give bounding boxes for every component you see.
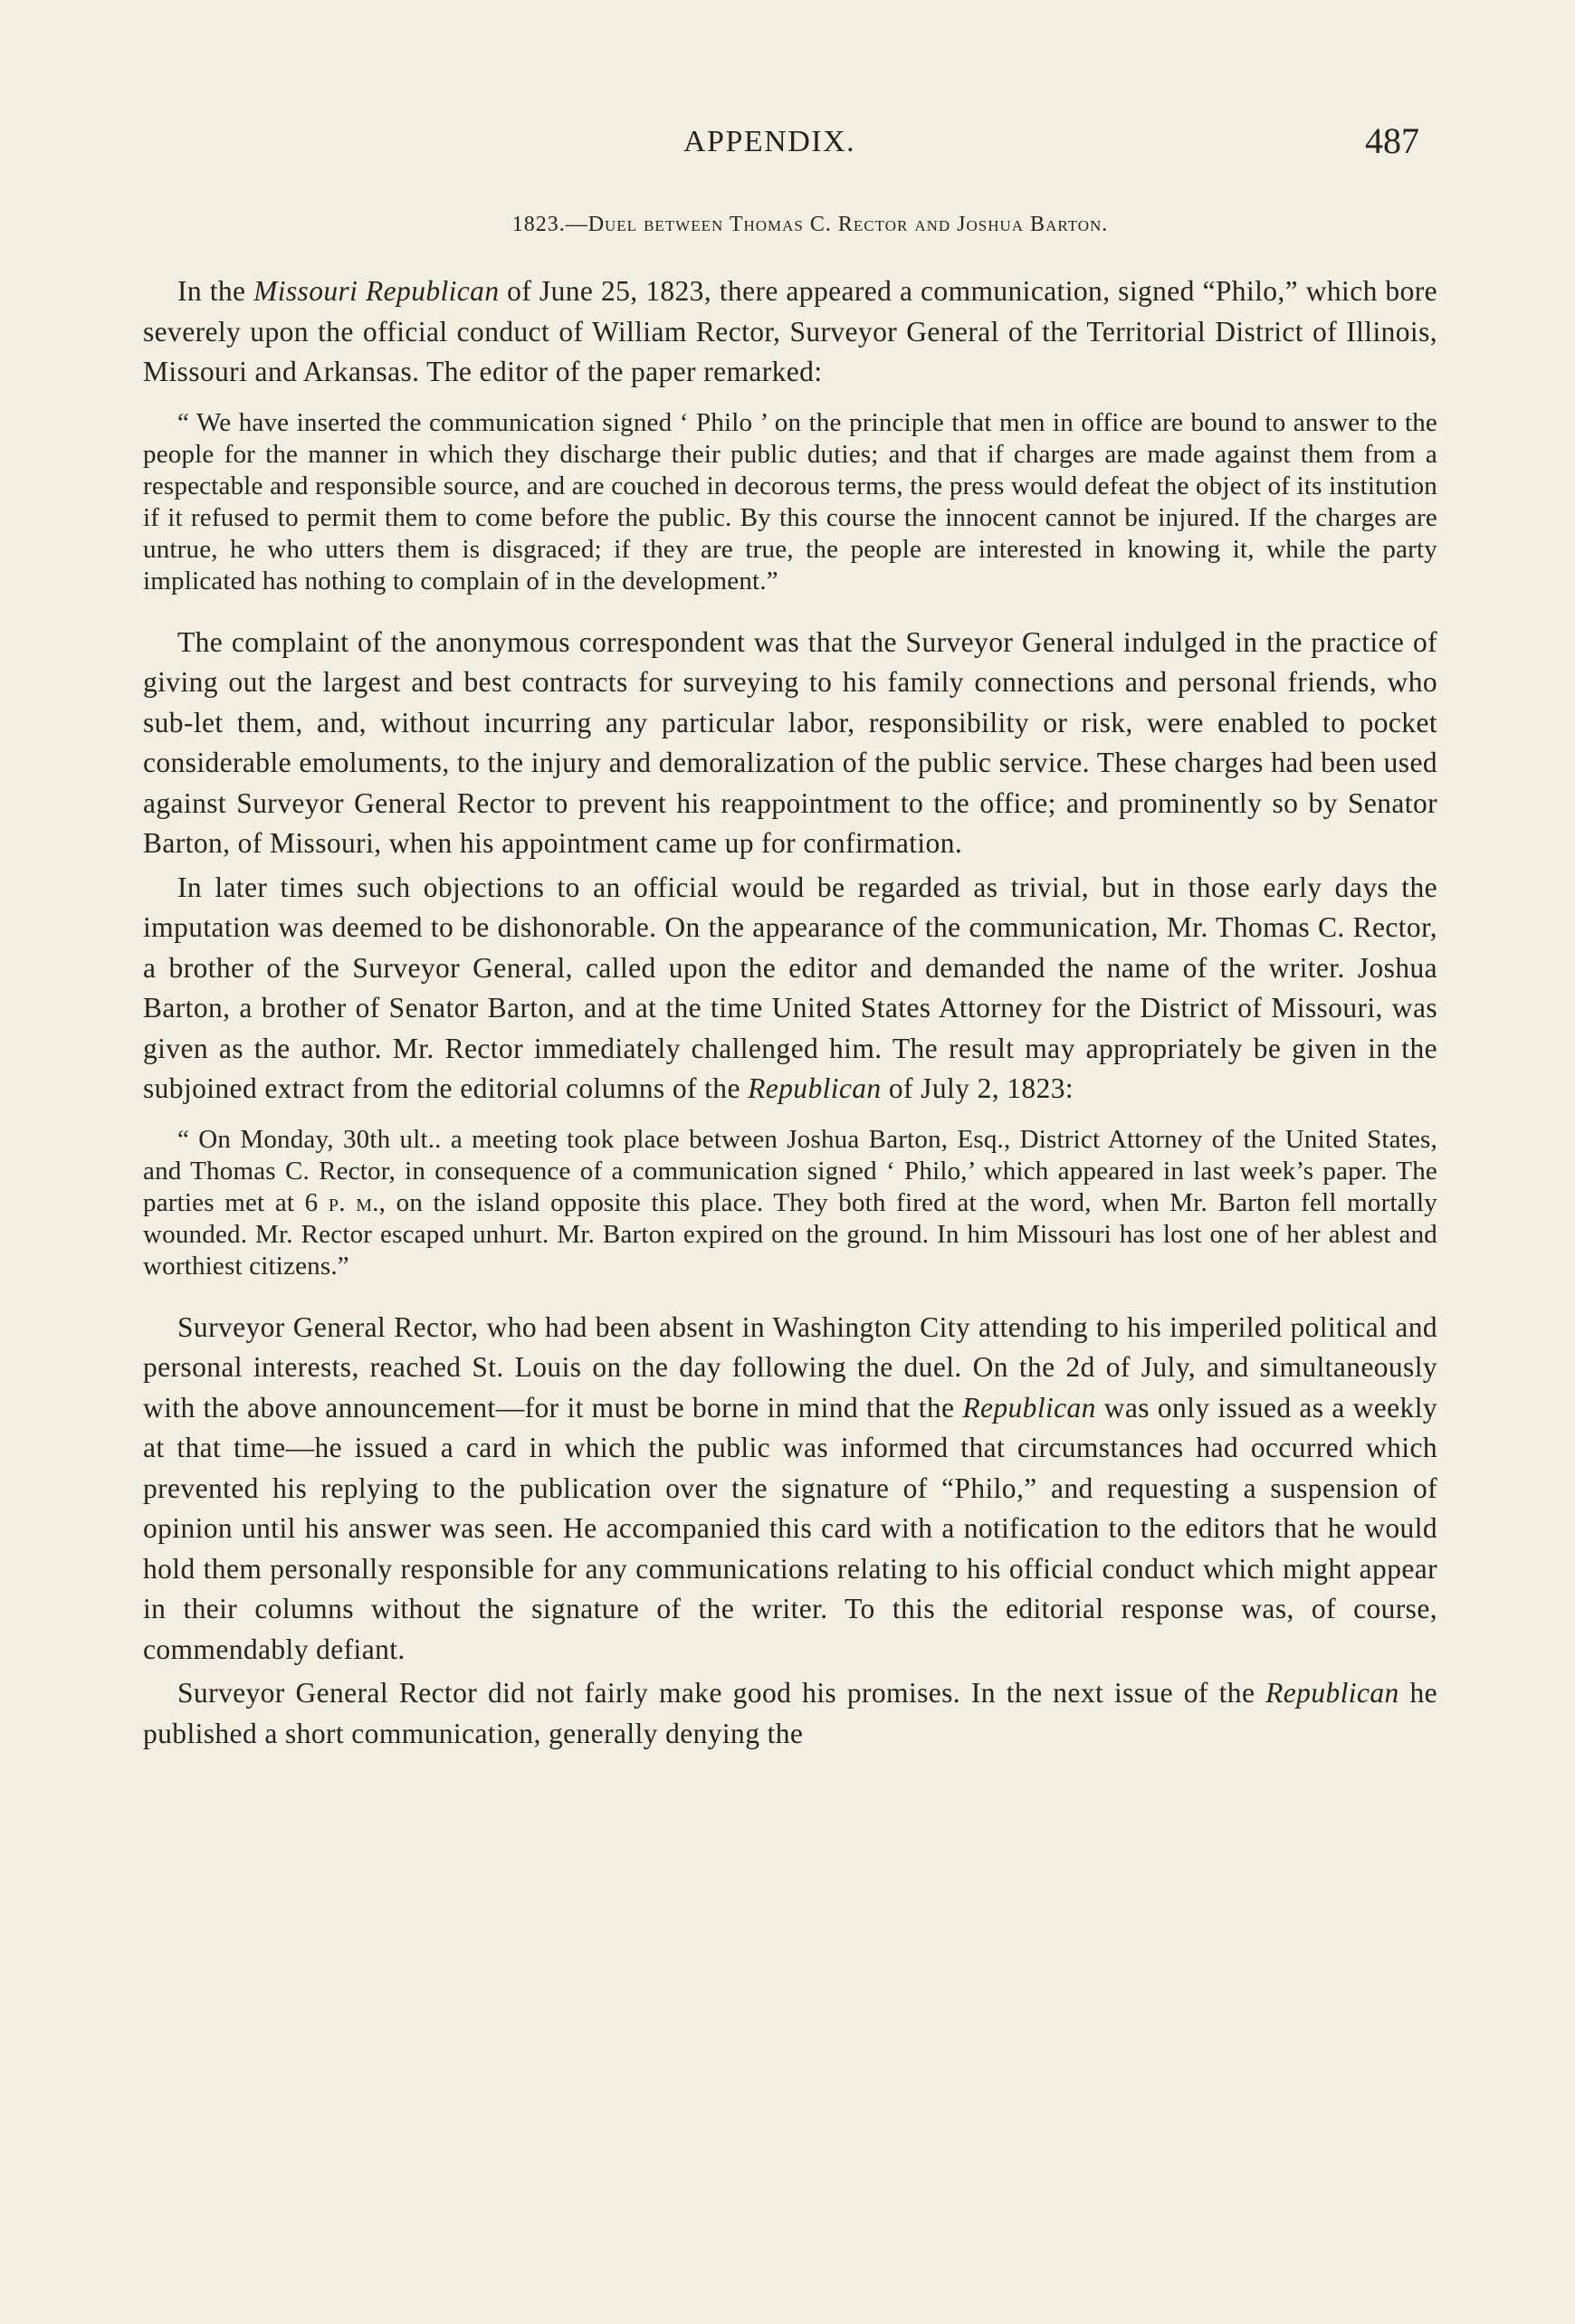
section-heading <box>0 213 1575 237</box>
running-head <box>0 120 1575 179</box>
page-number: 487 <box>1365 120 1419 161</box>
paragraph-intro-rest: of June 25, 1823, there appeared a communication, signed “Philo,” which bore severely upon the official conduct of William Rector, Surveyor General of the Territorial District of Illinois, Missouri and Arkansas. The editor of the paper remarked: <box>143 275 1437 387</box>
paragraph-intro-start: In the <box>177 275 254 307</box>
paragraph-surveyor-start: Surveyor General Rector, who had been absent in Washington City attending to his imperiled political and personal interests, reached St. Louis on the day following the duel. On the 2d of July, and simultaneously with the above announcement—for it must be borne in mind that the <box>143 1310 1437 1424</box>
newspaper-title: Missouri Republican <box>253 275 500 307</box>
editorial-quote: “ We have inserted the communication signed ‘ Philo ’ on the principle that men in office are bound to answer to the people for the manner in which they discharge their public duties; and that if charges are made against them from a respectable and responsible source, and are couched in decorous terms, the press would defeat the object of its institution if it refused to permit them to come before the public. By this course the innocent cannot be injured. If the charges are untrue, he who utters them is disgraced; if they are true, the people are interested in knowing it, while the party implicated has nothing to complain of in the development.” <box>143 407 1437 595</box>
paragraph-surveyor-return <box>143 1308 1437 1671</box>
paragraph-promises-end: he published a short communication, generally denying the <box>143 1677 1437 1749</box>
paragraph-intro <box>143 271 1437 393</box>
paragraph-promises <box>143 1673 1437 1754</box>
paragraph-complaint: The complaint of the anonymous correspondent was that the Surveyor General indulged in the practice of giving out the largest and best contracts for surveying to his family connections and personal friends, who sub-let them, and, without incurring any particular labor, responsibility or risk, were enabled to pocket considerable emoluments, to the injury and demoralization of the public service. These charges had been used against Surveyor General Rector to prevent his reappointment to the office; and prominently so by Senator Barton, of Missouri, when his appointment came up for confirmation. <box>143 625 1437 859</box>
newspaper-title: Republican <box>748 1072 882 1104</box>
paragraph-surveyor-rest: was only issued as a weekly at that time—he issued a card in which the public was informed that circumstances had occurred which prevented his replying to the publication over the signature of “Philo,” and requesting a suspension of opinion until his answer was seen. He accompanied this card with a notification to the editors that he would hold them personally responsible for any communications relating to his official conduct which might appear in their columns without the signature of the writer. To this the editorial response was, of course, commendably defiant. <box>143 1391 1438 1665</box>
time-abbreviation: p. m. <box>328 1187 379 1217</box>
paragraph-challenge <box>143 868 1437 1110</box>
running-head-title: APPENDIX. <box>683 125 856 158</box>
newspaper-title: Republican <box>962 1391 1096 1424</box>
paragraph-challenge-start: In later times such objections to an official would be regarded as trivial, but in those early days the imputation was deemed to be dishonorable. On the appearance of the communication, Mr. Thomas C. Rector, a brother of the Surveyor General, called upon the editor and demanded the name of the writer. Joshua Barton, a brother of Senator Barton, and at the time United States Attorney for the District of Missouri, was given as the author. Mr. Rector immediately challenged him. The result may appropriately be given in the subjoined extract from the editorial columns of the <box>143 871 1437 1104</box>
paragraph-promises-start: Surveyor General Rector did not fairly make good his promises. In the next issue of the <box>177 1677 1266 1709</box>
body-text <box>143 271 1437 1754</box>
duel-report-start: “ On Monday, 30th ult.. a meeting took place between Joshua Barton, Esq., District Attorney of the United States, and Thomas C. Rector, in consequence of a communication signed ‘ Philo,’ which appeared in last week’s paper. The parties met at 6 <box>143 1124 1437 1217</box>
newspaper-title: Republican <box>1265 1677 1399 1709</box>
section-heading-text: 1823.—Duel between Thomas C. Rector and Joshua Barton. <box>511 213 1109 236</box>
duel-report-rest: , on the island opposite this place. They both fired at the word, when Mr. Barton fell mortally wounded. Mr. Rector escaped unhurt. Mr. Barton expired on the ground. In him Missouri has lost one of her ablest and worthiest citizens.” <box>143 1187 1437 1281</box>
paragraph-challenge-end: of July 2, 1823: <box>881 1072 1074 1104</box>
duel-report-quote <box>143 1124 1437 1282</box>
